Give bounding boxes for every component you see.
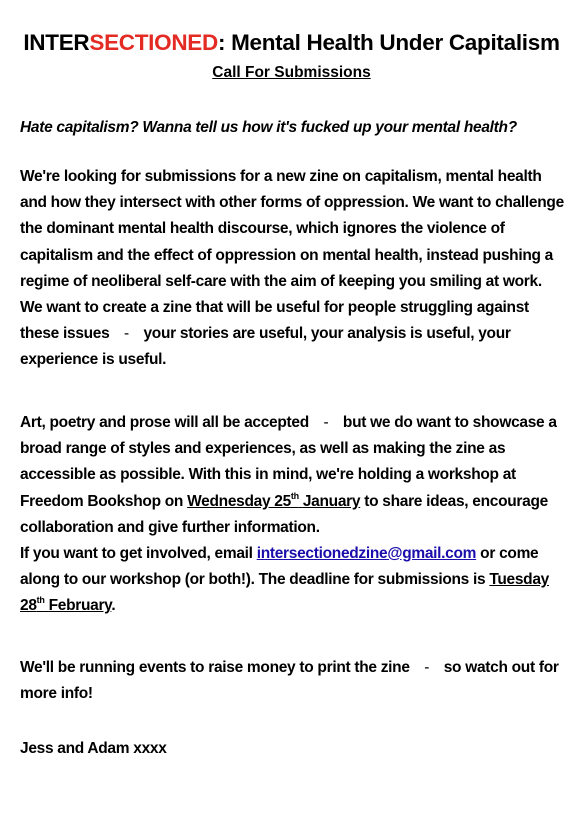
- title-highlight: SECTIONED: [89, 30, 218, 55]
- subtitle: Call For Submissions: [212, 64, 371, 81]
- intro-text-2: your stories are useful, your analysis is useful, your experience is useful.: [20, 325, 511, 369]
- workshop-date-day: Wednesday 25: [187, 492, 291, 510]
- workshop-date: [187, 490, 361, 510]
- email-link[interactable]: intersectionedzine@gmail.com: [256, 545, 477, 563]
- details-text-2: but we do want to showcase a broad range of styles and experiences, as well as making the zine as accessible as possible. With this in mind, we're holding a workshop at Freedom Bookshop on: [20, 414, 557, 510]
- details-text-4: If you want to get involved, email: [20, 545, 253, 563]
- details-dash: -: [323, 414, 329, 431]
- events-dash: -: [424, 659, 430, 676]
- details-text-5: or come along to our workshop (or both!). The deadline for submissions is: [20, 545, 539, 589]
- page-title: [0, 28, 583, 58]
- intro-text-1: We're looking for submissions for a new zine on capitalism, mental health and how they intersect with other forms of oppression. We want to challenge the dominant mental health discourse, which ignores the violence of capitalism and the effect of oppression on mental health, instead pushing a regime of neoliberal self-care with the aim of keeping you smiling at work. We want to create a zine that will be useful for people struggling against these issues: [20, 168, 564, 343]
- events-text-2: so watch out for more info!: [20, 659, 559, 703]
- events-text-1: We'll be running events to raise money to print the zine: [20, 659, 410, 676]
- title-part-2: : Mental Health Under Capitalism: [217, 30, 560, 55]
- title-part-1: INTER: [23, 30, 90, 55]
- signoff: Jess and Adam xxxx: [20, 740, 167, 757]
- details-paragraph: [20, 410, 565, 620]
- deadline-date-suffix: th: [36, 595, 45, 606]
- details-text-3: to share ideas, encourage collaboration and give further information.: [20, 492, 548, 536]
- workshop-date-suffix: th: [290, 490, 299, 501]
- tagline: Hate capitalism? Wanna tell us how it's fucked up your mental health?: [20, 119, 517, 136]
- intro-dash: -: [124, 325, 129, 343]
- deadline-date-month: February: [48, 597, 112, 615]
- details-text-1: Art, poetry and prose will all be accepted: [20, 414, 309, 431]
- events-paragraph: [20, 655, 565, 707]
- deadline-date-day: Tuesday 28: [20, 571, 549, 615]
- intro-paragraph: [20, 164, 565, 374]
- workshop-date-month: January: [302, 492, 361, 510]
- details-text-6: .: [111, 597, 116, 615]
